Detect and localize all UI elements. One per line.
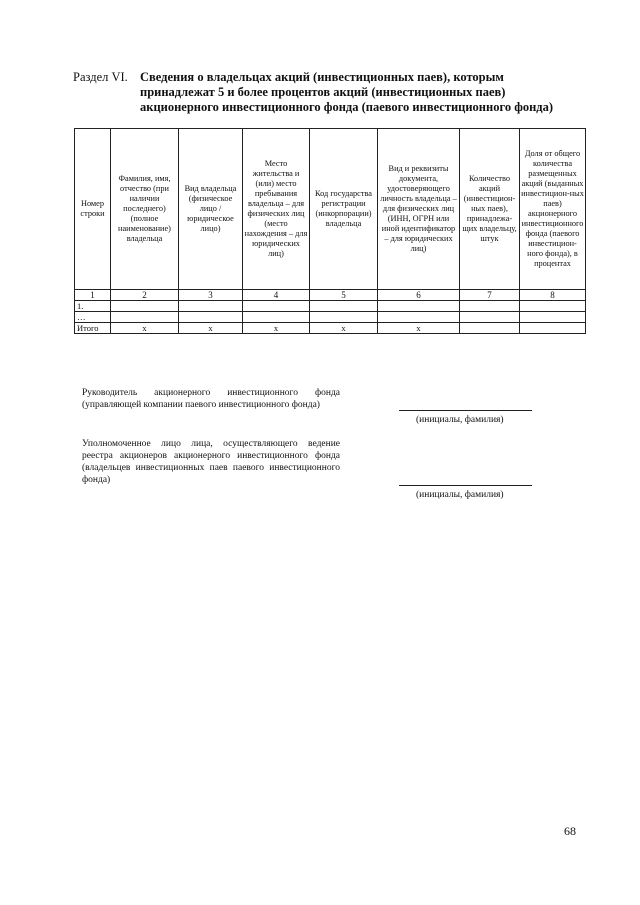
page-number: 68 [564, 824, 576, 838]
table-cell [378, 301, 460, 312]
column-number: 8 [520, 290, 586, 301]
table-header-row [75, 129, 586, 290]
table-cell [520, 323, 586, 334]
header-cell: Вид владельца (физическое лицо /юридическое лицо) [179, 129, 243, 290]
column-number: 6 [378, 290, 460, 301]
column-number: 4 [243, 290, 310, 301]
column-number: 3 [179, 290, 243, 301]
column-number: 2 [111, 290, 179, 301]
table-row [75, 301, 586, 312]
signature-line [399, 410, 532, 411]
column-number: 7 [460, 290, 520, 301]
header-cell: Количество акций (инвестицион-ных паев), принадлежа-щих владельцу, штук [460, 129, 520, 290]
signature-block-registrar [82, 438, 340, 486]
table-cell: x [111, 323, 179, 334]
table-cell [111, 312, 179, 323]
signatory-title: Руководитель акционерного инвестиционного фонда (управляющей компании паевого инвестиционного фонда) [82, 388, 340, 410]
table-row [75, 312, 586, 323]
table-cell: x [310, 323, 378, 334]
total-row [75, 323, 586, 334]
table-cell [310, 312, 378, 323]
table-cell: x [179, 323, 243, 334]
table-cell [460, 301, 520, 312]
table-cell [243, 301, 310, 312]
header-cell: Доля от общего количества размещенных акций (выданных инвестицион-ных паев) акционерного инвестиционного фонда (паевого инвестицион-ного фонда), в процентах [520, 129, 586, 290]
header-cell: Вид и реквизиты документа, удостоверяющего личность владельца – для физических лиц (ИНН, ОГРН или иной идентификатор – для юридических лиц) [378, 129, 460, 290]
signatory-title: Уполномоченное лицо лица, осуществляющего ведение реестра акционеров акционерного инвестиционного фонда (владельцев инвестиционных паев паевого инвестиционного фонда) [82, 439, 340, 485]
table-cell: 1. [75, 301, 111, 312]
table-cell [378, 312, 460, 323]
table-cell: x [378, 323, 460, 334]
section-label: Раздел VI. [73, 70, 128, 84]
header-cell: Код государства регистрации (инкорпорации) владельца [310, 129, 378, 290]
table-cell [460, 323, 520, 334]
section-title-line-2: принадлежат 5 и более процентов акций (инвестиционных паев) [140, 85, 506, 99]
owners-table [74, 128, 586, 334]
section-title-line-3: акционерного инвестиционного фонда (паевого инвестиционного фонда) [140, 100, 554, 114]
table-cell [243, 312, 310, 323]
table-cell: x [243, 323, 310, 334]
table-cell [520, 301, 586, 312]
section-title-line-1: Сведения о владельцах акций (инвестиционных паев), которым [140, 70, 504, 84]
column-number-row [75, 290, 586, 301]
section-heading [73, 70, 588, 115]
table-cell [310, 301, 378, 312]
signature-caption: (инициалы, фамилия) [416, 415, 504, 425]
table-cell [179, 301, 243, 312]
header-cell: Место жительства и (или) место пребывания владельца – для физических лиц (место нахождения – для юридических лиц) [243, 129, 310, 290]
signature-block-head [82, 387, 340, 411]
table-cell [460, 312, 520, 323]
signature-line [399, 485, 532, 486]
table-cell [179, 312, 243, 323]
column-number: 1 [75, 290, 111, 301]
table-cell: … [75, 312, 111, 323]
signature-caption: (инициалы, фамилия) [416, 490, 504, 500]
table-cell [111, 301, 179, 312]
table-cell: Итого [75, 323, 111, 334]
table-cell [520, 312, 586, 323]
column-number: 5 [310, 290, 378, 301]
header-cell: Номер строки [75, 129, 111, 290]
header-cell: Фамилия, имя, отчество (при наличии последнего) (полное наименование) владельца [111, 129, 179, 290]
